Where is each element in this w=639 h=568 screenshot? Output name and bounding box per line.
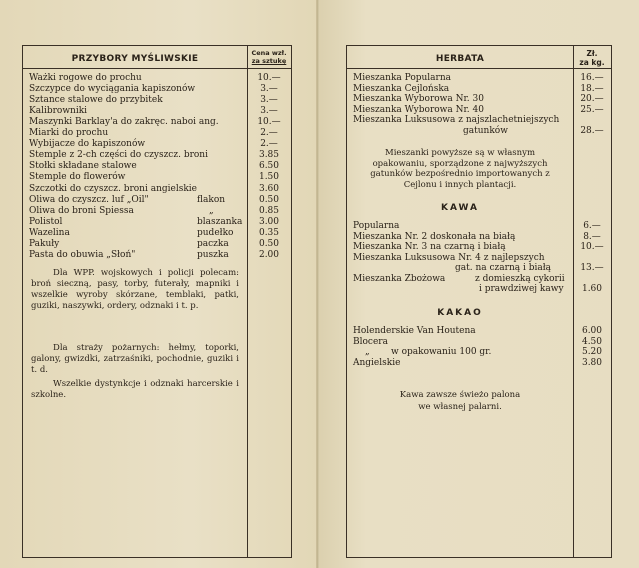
item-price: 25.— — [580, 104, 604, 115]
beverages-table — [346, 45, 612, 558]
list-item — [29, 139, 291, 149]
list-item — [353, 253, 613, 263]
list-item — [29, 250, 291, 260]
item-label: Oliwa do broni Spiessa — [29, 205, 134, 216]
item-label: gat. na czarną i białą — [455, 263, 551, 273]
item-label: Popularna — [353, 221, 400, 231]
item-label: Wazelina — [29, 227, 70, 238]
list-item — [29, 228, 291, 238]
item-price: 1.50 — [258, 172, 280, 183]
list-item — [353, 105, 613, 115]
list-item — [29, 172, 291, 182]
item-price: 20.— — [580, 94, 604, 104]
item-label: Kalibrowniki — [29, 106, 88, 117]
item-label: Mieszanka Zbożowa — [353, 273, 446, 284]
item-price: 10.— — [257, 73, 281, 83]
price-header-line: Zł. — [586, 49, 598, 58]
item-price: 2.— — [260, 128, 278, 139]
list-item — [353, 284, 613, 294]
item-price: 3.— — [260, 106, 278, 117]
list-item — [353, 126, 613, 136]
list-item — [353, 358, 613, 368]
list-item — [353, 347, 613, 357]
list-item — [29, 195, 291, 205]
item-label: Stemple do flowerów — [29, 172, 126, 183]
coffee-title: KAWA — [440, 203, 480, 213]
item-label: Polistol — [29, 216, 63, 227]
list-item — [29, 161, 291, 171]
section-title: PRZYBORY MYŚLIWSKIE — [71, 54, 199, 64]
item-price: 6.— — [583, 221, 601, 231]
item-label: Angielskie — [353, 357, 401, 368]
item-label: Pakuły — [29, 238, 60, 249]
item-price: 0.85 — [258, 205, 280, 216]
item-price: 2.00 — [258, 249, 280, 260]
item-price: 18.— — [580, 83, 604, 94]
list-item — [353, 263, 613, 273]
list-item — [29, 206, 291, 216]
page-fold — [316, 0, 319, 568]
price-header-line: za kg. — [579, 58, 605, 67]
item-label: Pasta do obuwia „Słoń" — [29, 249, 136, 260]
item-label: Maszynki Barklay'a do zakręc. naboi ang. — [29, 117, 219, 128]
item-price: 3.60 — [258, 183, 280, 194]
list-item — [29, 73, 291, 83]
tea-note: Mieszanki powyższe są w własnym opakowaniu, sporządzone z najwyższych gatunków bezpośrednio importowanych z Cejlonu i innych plantacji. — [370, 148, 550, 190]
item-label: Mieszanka Wyborowa Nr. 40 — [353, 104, 484, 115]
item-unit: flakon — [197, 194, 226, 205]
item-label: „ — [365, 347, 370, 357]
item-label: Wybijacze do kapiszonów — [29, 139, 146, 150]
item-price: 10.— — [580, 242, 604, 252]
item-label: gatunków — [463, 125, 508, 136]
cocoa-title: KAKAO — [437, 308, 483, 318]
item-label: Stemple z 2-ch części do czyszcz. broni — [29, 150, 208, 161]
price-header — [247, 49, 291, 65]
note-paragraph: Dla straży pożarnych: hełmy, toporki, galony, gwizdki, zatrzaśniki, pochodnie, guziki i t. d. — [31, 343, 239, 375]
item-price: 8.— — [583, 231, 601, 242]
item-price: 16.— — [580, 73, 604, 83]
item-label: Szczypce do wyciągania kapiszonów — [29, 84, 196, 95]
price-header-line: za sztukę — [251, 57, 287, 65]
list-item — [353, 94, 613, 104]
price-header — [573, 49, 611, 67]
list-item — [353, 326, 613, 336]
item-label: Ważki rogowe do prochu — [29, 73, 142, 83]
item-unit: puszka — [197, 249, 229, 260]
item-label: Mieszanka Luksusowa z najszlachetniejszych — [353, 115, 560, 125]
final-note — [361, 389, 559, 413]
item-unit: paczka — [197, 238, 229, 249]
list-item — [29, 150, 291, 160]
list-item — [29, 95, 291, 105]
list-item — [353, 221, 613, 231]
item-price: 28.— — [580, 125, 604, 136]
list-item — [353, 115, 613, 125]
item-label: Sztance stalowe do przybitek — [29, 95, 163, 106]
item-unit: pudełko — [197, 227, 234, 238]
item-price: 5.20 — [581, 347, 603, 357]
note-paragraph: Wszelkie dystynkcje i odznaki harcerskie i szkolne. — [31, 379, 239, 400]
list-item — [353, 73, 613, 83]
item-price: 2.— — [260, 139, 278, 150]
item-unit: blaszanka — [197, 216, 243, 227]
item-label: Holenderskie Van Houtena — [353, 326, 476, 336]
list-item — [29, 128, 291, 138]
header-divider — [347, 68, 611, 69]
item-price: 0.50 — [258, 194, 280, 205]
item-label: Mieszanka Wyborowa Nr. 30 — [353, 94, 484, 104]
item-price: 3.00 — [258, 216, 280, 227]
item-label: Mieszanka Luksusowa Nr. 4 z najlepszych — [353, 252, 545, 263]
final-note-line: Kawa zawsze świeżo palona — [399, 390, 521, 400]
item-price: 4.50 — [581, 336, 603, 347]
item-label: Mieszanka Popularna — [353, 73, 451, 83]
tea-title: HERBATA — [435, 54, 485, 64]
item-label: Mieszanka Nr. 3 na czarną i białą — [353, 242, 506, 252]
item-price: 3.— — [260, 95, 278, 106]
item-detail: w opakowaniu 100 gr. — [391, 347, 492, 357]
hunting-supplies-table — [22, 45, 292, 558]
item-label: Szczotki do czyszcz. broni angielskie — [29, 183, 197, 194]
item-label: i prawdziwej kawy — [479, 284, 564, 294]
item-price: 0.50 — [258, 238, 280, 249]
list-item — [353, 274, 613, 284]
list-item — [29, 84, 291, 94]
item-price: 6.50 — [258, 161, 280, 172]
item-label: Mieszanka Nr. 2 doskonała na białą — [353, 231, 516, 242]
list-item — [29, 217, 291, 227]
list-item — [29, 239, 291, 249]
list-item — [353, 337, 613, 347]
item-label: Stołki składane stalowe — [29, 161, 137, 172]
item-detail: z domieszką cykorii — [475, 273, 565, 284]
item-price: 6.00 — [581, 326, 603, 336]
item-price: 3.80 — [581, 357, 603, 368]
final-note-line: we własnej palarni. — [418, 402, 502, 412]
item-label: Mieszanka Cejlońska — [353, 83, 450, 94]
item-price: 3.— — [260, 84, 278, 95]
item-price: 10.— — [257, 117, 281, 128]
item-price: 0.35 — [258, 227, 280, 238]
item-label: Blocera — [353, 336, 388, 347]
list-item — [29, 117, 291, 127]
list-item — [353, 84, 613, 94]
item-label: Miarki do prochu — [29, 128, 109, 139]
item-price: 13.— — [580, 263, 604, 273]
price-header-line: Cena wzł. — [251, 49, 287, 57]
list-item — [353, 242, 613, 252]
note-paragraph: Dla WPP. wojskowych i policji polecam: broń sieczną, pasy, torby, futerały, mapniki i wszelkie wyroby skórzane, temblaki, patki, guziki, naszywki, ordery, odznaki i t. p. — [31, 268, 239, 311]
item-label: Oliwa do czyszcz. luf „Oil" — [29, 194, 149, 205]
item-price: 3.85 — [258, 150, 280, 161]
item-price: 1.60 — [581, 284, 603, 294]
list-item — [29, 184, 291, 194]
list-item — [353, 232, 613, 242]
list-item — [29, 106, 291, 116]
item-unit: „ — [209, 205, 214, 216]
header-divider — [23, 68, 291, 69]
